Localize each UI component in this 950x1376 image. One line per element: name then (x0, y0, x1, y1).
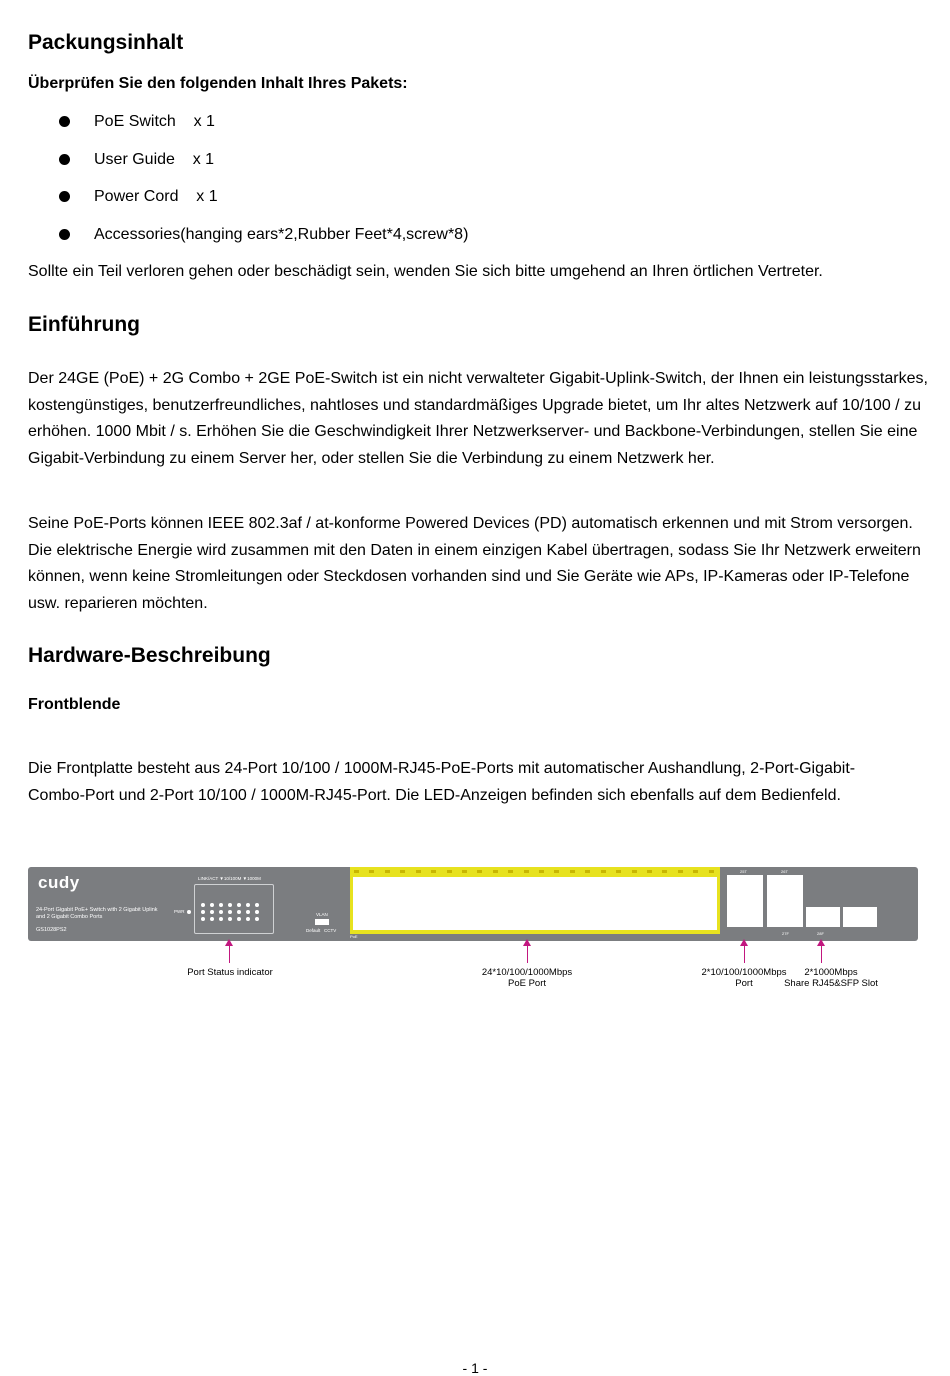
vlan-label: VLAN (316, 912, 328, 917)
page-number: - 1 - (462, 1360, 488, 1376)
vlan-options: Default CCTV (306, 928, 337, 933)
intro-paragraph-1: Der 24GE (PoE) + 2G Combo + 2GE PoE-Switch ist ein nicht verwalteter Gigabit-Uplink-Switch, der Ihnen ein leistungsstarkes, kostengünstiges, benutzerfreundliches, nahtloses und standardmäßiges Upgrade bietet, um Ihr altes Netzwerk auf 10/100 / zu erhöhen. 1000 Mbit / s. Erhöhen Sie die Geschwindigkeit Ihrer Netzwerkserver- und Backbone-Verbindungen, stellen Sie eine Gigabit-Verbindung zu einem Server her, oder stellen Sie die Verbindung zu einem Netzwerk her. (28, 370, 928, 467)
poe-port-zone (350, 867, 720, 934)
callout-line (821, 941, 822, 963)
led-grid (201, 903, 264, 921)
callout-status: Port Status indicator (187, 967, 273, 978)
model-number: GS1028PS2 (36, 927, 67, 933)
intro-paragraph-2: Seine PoE-Ports können IEEE 802.3af / at-konforme Powered Devices (PD) automatisch erkennen und mit Strom versorgen. Die elektrische Energie wird zusammen mit den Daten in einem einzigen Kabel übertragen, sodass Sie Ihr Netzwerk erweitern können, wenn keine Stromleitungen oder Steckdosen vorhanden sind und Sie Geräte wie APs, IP-Kameras oder IP-Telefone usw. reparieren möchten. (28, 515, 921, 612)
callout-line (527, 941, 528, 963)
led-legend: LINK/ACT ▼10/100M ▼1000M (198, 876, 261, 881)
poe-ports-block (353, 877, 717, 930)
port-26-label: 26T (781, 869, 788, 874)
callout-combo: 2*1000Mbps Share RJ45&SFP Slot (784, 967, 878, 989)
bullet-icon (59, 154, 70, 165)
heading-hardware: Hardware-Beschreibung (28, 644, 271, 667)
heading-intro: Einführung (28, 313, 140, 336)
sfp-slot-27 (806, 907, 840, 927)
subheading-front-panel: Frontblende (28, 696, 121, 713)
port-25-label: 25T (740, 869, 747, 874)
led-panel (194, 884, 274, 934)
callout-port: 2*10/100/1000Mbps Port (701, 967, 787, 989)
port-26 (767, 875, 803, 927)
callout-line (229, 941, 230, 963)
bullet-icon (59, 191, 70, 202)
bullet-icon (59, 116, 70, 127)
callout-poe: 24*10/100/1000Mbps PoE Port (481, 967, 573, 989)
port-25 (727, 875, 763, 927)
heading-contents: Packungsinhalt (28, 31, 184, 54)
sfp-slot-28 (843, 907, 877, 927)
model-description: 24-Port Gigabit PoE+ Switch with 2 Gigabit Uplink and 2 Gigabit Combo Ports (36, 907, 158, 920)
pwr-led-icon (187, 910, 191, 914)
port-28-label: 28F (817, 931, 824, 936)
contents-intro: Überprüfen Sie den folgenden Inhalt Ihres Pakets: (28, 75, 408, 92)
contents-note: Sollte ein Teil verloren gehen oder beschädigt sein, wenden Sie sich bitte umgehend an Ihren örtlichen Vertreter. (28, 263, 823, 280)
callout-line (744, 941, 745, 963)
pwr-label: PWR (174, 909, 185, 914)
vlan-switch (315, 919, 329, 925)
hardware-paragraph: Die Frontplatte besteht aus 24-Port 10/100 / 1000M-RJ45-PoE-Ports mit automatischer Aushandlung, 2-Port-Gigabit-Combo-Port und 2-Port 10/100 / 1000M-RJ45-Port. Die LED-Anzeigen befinden sich ebenfalls auf dem Bedienfeld. (28, 760, 856, 804)
poe-label: PoE (350, 934, 358, 939)
brand-logo: cudy (38, 873, 80, 892)
switch-front-panel-image (28, 867, 918, 941)
bullet-icon (59, 229, 70, 240)
port-27-label: 27F (782, 931, 789, 936)
poe-led-row (354, 870, 714, 873)
